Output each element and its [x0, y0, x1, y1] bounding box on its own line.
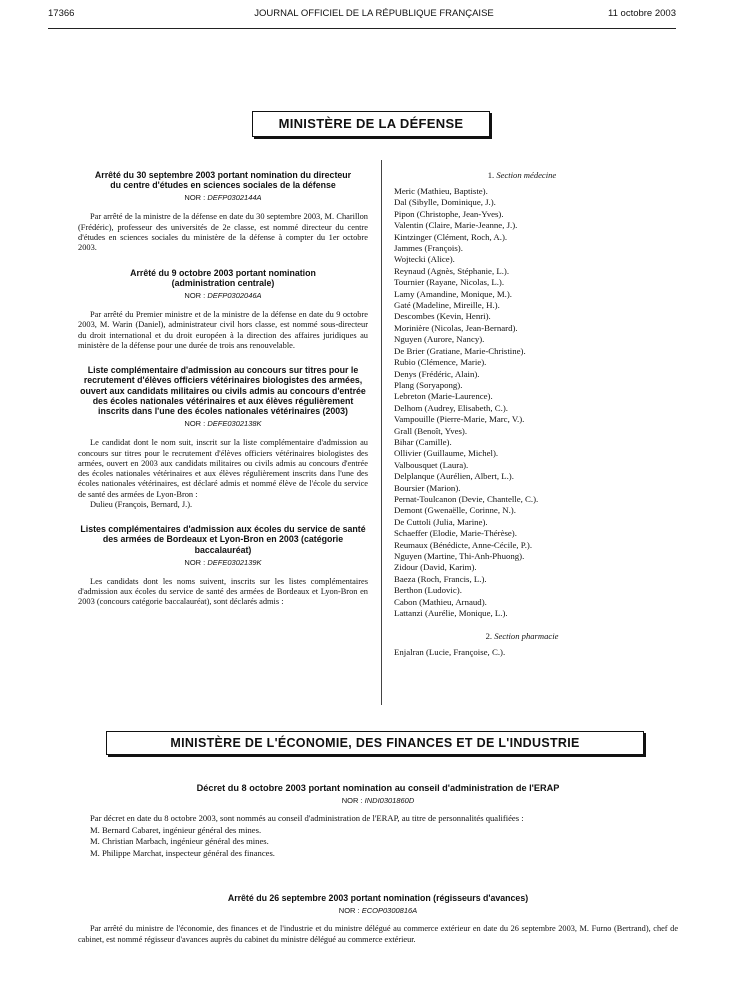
article-2-text: Par arrêté du Premier ministre et de la ministre de la défense en date du 9 octobre 2003, M. Warin (Daniel), administrateur civil hors classe, est nommé sous-directeur du droit international et du droit européen à la direction des affaires juridiques au ministère de la défense pour une durée de trois ans renouvelable.: [78, 310, 368, 350]
list-item: Meric (Mathieu, Baptiste).: [394, 186, 488, 196]
decret-section: [78, 783, 678, 859]
list-item: Delplanque (Aurélien, Albert, L.).: [394, 471, 514, 482]
ministry-defense-heading: MINISTÈRE DE LA DÉFENSE: [252, 111, 490, 137]
list-item: Lattanzi (Aurélie, Monique, L.).: [394, 608, 508, 619]
decret-line: M. Philippe Marchat, inspecteur général des finances.: [90, 847, 275, 858]
list-item: Gaté (Madeline, Mireille, H.).: [394, 300, 500, 311]
article-3-text: Le candidat dont le nom suit, inscrit sur la liste complémentaire d'admission au concours sur titres pour le recrutement d'élèves officiers vétérinaires biologistes des armées, ouvert en 2003 aux candidats militaires ou civils admis au concours d'entrée des écoles nationales vétérinaires et aux élèves régulièrement inscrits dans l'une des écoles nationales vétérinaires, est déclaré admis et nommé élève de l'école du service de santé des armées de Lyon-Bron :: [78, 438, 368, 499]
list-item: Dal (Sibylle, Dominique, J.).: [394, 197, 496, 208]
list-item: Jammes (François).: [394, 243, 463, 254]
article-4-nor: NOR : DEFE0302139K: [184, 557, 262, 567]
arrete-regisseurs-text: Par arrêté du ministre de l'économie, des finances et de l'industrie et du ministre délégué au commerce extérieur en date du 26 septembre 2003, M. Furno (Bertrand), chef de cabinet, est nommé régisseur d'avances auprès du cabinet du ministre délégué au commerce extérieur.: [78, 924, 678, 944]
ministry-economie-heading: MINISTÈRE DE L'ÉCONOMIE, DES FINANCES ET DE L'INDUSTRIE: [106, 731, 644, 755]
section-pharmacie-heading: 2. Section pharmacie: [485, 631, 559, 642]
list-item: Zidour (David, Karim).: [394, 562, 477, 573]
decret-title: Décret du 8 octobre 2003 portant nomination au conseil d'administration de l'ERAP: [196, 783, 560, 793]
list-item: Bihar (Camille).: [394, 436, 452, 447]
left-column: [78, 170, 368, 608]
list-item: Pipon (Christophe, Jean-Yves).: [394, 208, 504, 219]
section-medecine-heading: 1. Section médecine: [487, 170, 557, 180]
list-item: Lebreton (Marie-Laurence).: [394, 391, 493, 402]
list-item: Morinière (Nicolas, Jean-Bernard).: [394, 322, 518, 333]
right-column: [394, 170, 650, 659]
list-item: Schaeffer (Elodie, Marie-Thérèse).: [394, 528, 517, 539]
list-item: Tournier (Rayane, Nicolas, L.).: [394, 277, 505, 288]
decret-nor: NOR : INDI0301860D: [341, 796, 415, 805]
list-item: Valentin (Claire, Marie-Jeanne, J.).: [394, 220, 518, 231]
journal-title: JOURNAL OFFICIEL DE LA RÉPUBLIQUE FRANÇAISE: [254, 8, 494, 19]
article-3-nor: NOR : DEFE0302138K: [184, 419, 262, 429]
list-item: Plang (Soryapong).: [394, 379, 463, 390]
list-item: Wojtecki (Alice).: [394, 254, 455, 265]
article-1-text: Par arrêté de la ministre de la défense en date du 30 septembre 2003, M. Charillon (Frédéric), professeur des universités de 2e classe, est nommé directeur du centre d'études en sciences sociales du ministère de la défense à compter du 1er octobre 2003.: [78, 212, 368, 253]
list-item: Kintzinger (Clément, Roch, A.).: [394, 231, 508, 242]
article-4-text: Les candidats dont les noms suivent, inscrits sur les listes complémentaires d'admission aux écoles du service de santé des armées de Bordeaux et Lyon-Bron en 2003 (concours catégorie baccalauréat), sont déclarés admis :: [78, 576, 368, 607]
list-item: Demont (Gwenaëlle, Corinne, N.).: [394, 505, 516, 516]
list-item: Vampouille (Pierre-Marie, Marc, V.).: [394, 414, 525, 425]
column-divider: [381, 160, 382, 705]
list-item: Denys (Frédéric, Alain).: [394, 368, 480, 379]
arrete-regisseurs-section: [78, 893, 678, 945]
issue-date: 11 octobre 2003: [608, 8, 676, 19]
list-item: Delhom (Audrey, Elisabeth, C.).: [394, 402, 509, 413]
list-item: De Brier (Gratiane, Marie-Christine).: [394, 345, 526, 356]
arrete-regisseurs-nor: NOR : ECOP0300816A: [338, 906, 418, 915]
article-2-title: Arrêté du 9 octobre 2003 portant nomination (administration centrale): [130, 267, 316, 288]
list-item: Reumaux (Bénédicte, Anne-Cécile, P.).: [394, 539, 533, 550]
list-item: Rubio (Clémence, Marie).: [394, 357, 487, 368]
article-4-title: Listes complémentaires d'admission aux écoles du service de santé des armées de Bordeaux et Lyon-Bron en 2003 (catégorie baccalauréat): [80, 524, 366, 555]
header-rule: [48, 28, 676, 29]
article-3-admitted-name: Dulieu (François, Bernard, J.).: [90, 499, 193, 509]
section-medecine-list: [394, 186, 650, 619]
list-item: Baeza (Roch, Francis, L.).: [394, 573, 487, 584]
article-1-nor: NOR : DEFP0302144A: [184, 193, 262, 203]
section-pharmacie-list: [394, 647, 650, 658]
list-item: De Cuttoli (Julia, Marine).: [394, 516, 488, 527]
decret-line: M. Bernard Cabaret, ingénieur général des mines.: [90, 824, 262, 835]
list-item: Valbousquet (Laura).: [394, 459, 469, 470]
list-item: Descombes (Kevin, Henri).: [394, 311, 491, 322]
list-item: Pernat-Toulcanon (Devie, Chantelle, C.).: [394, 493, 539, 504]
article-2-nor: NOR : DEFP0302046A: [184, 291, 262, 300]
list-item: Reynaud (Agnès, Stéphanie, L.).: [394, 265, 510, 276]
list-item: Cabon (Mathieu, Arnaud).: [394, 596, 487, 607]
list-item: Nguyen (Aurore, Nancy).: [394, 334, 485, 345]
list-item: Ollivier (Guillaume, Michel).: [394, 448, 499, 459]
list-item: Enjalran (Lucie, Françoise, C.).: [394, 647, 506, 658]
list-item: Lamy (Amandine, Monique, M.).: [394, 288, 513, 299]
list-item: Nguyen (Martine, Thi-Anh-Phuong).: [394, 551, 525, 561]
article-1-title: Arrêté du 30 septembre 2003 portant nomination du directeur du centre d'études en sciences sociales de la défense: [94, 170, 352, 191]
decret-intro: Par décret en date du 8 octobre 2003, sont nommés au conseil d'administration de l'ERAP, au titre de personnalités qualifiées :: [90, 813, 524, 823]
arrete-regisseurs-title: Arrêté du 26 septembre 2003 portant nomination (régisseurs d'avances): [227, 893, 529, 903]
list-item: Grall (Benoît, Yves).: [394, 425, 468, 436]
list-item: Berthon (Ludovic).: [394, 585, 462, 596]
article-3-title: Liste complémentaire d'admission au concours sur titres pour le recrutement d'élèves officiers vétérinaires biologistes des armées, ouvert aux candidats militaires ou civils admis au concours d'entrée des écoles nationales vétérinaires et aux élèves régulièrement inscrits dans l'une des écoles nationales vétérinaires (2003): [80, 365, 366, 416]
decret-line: M. Christian Marbach, ingénieur général des mines.: [90, 836, 269, 847]
list-item: Boursier (Marion).: [394, 482, 461, 493]
page-number: 17366: [48, 8, 75, 19]
